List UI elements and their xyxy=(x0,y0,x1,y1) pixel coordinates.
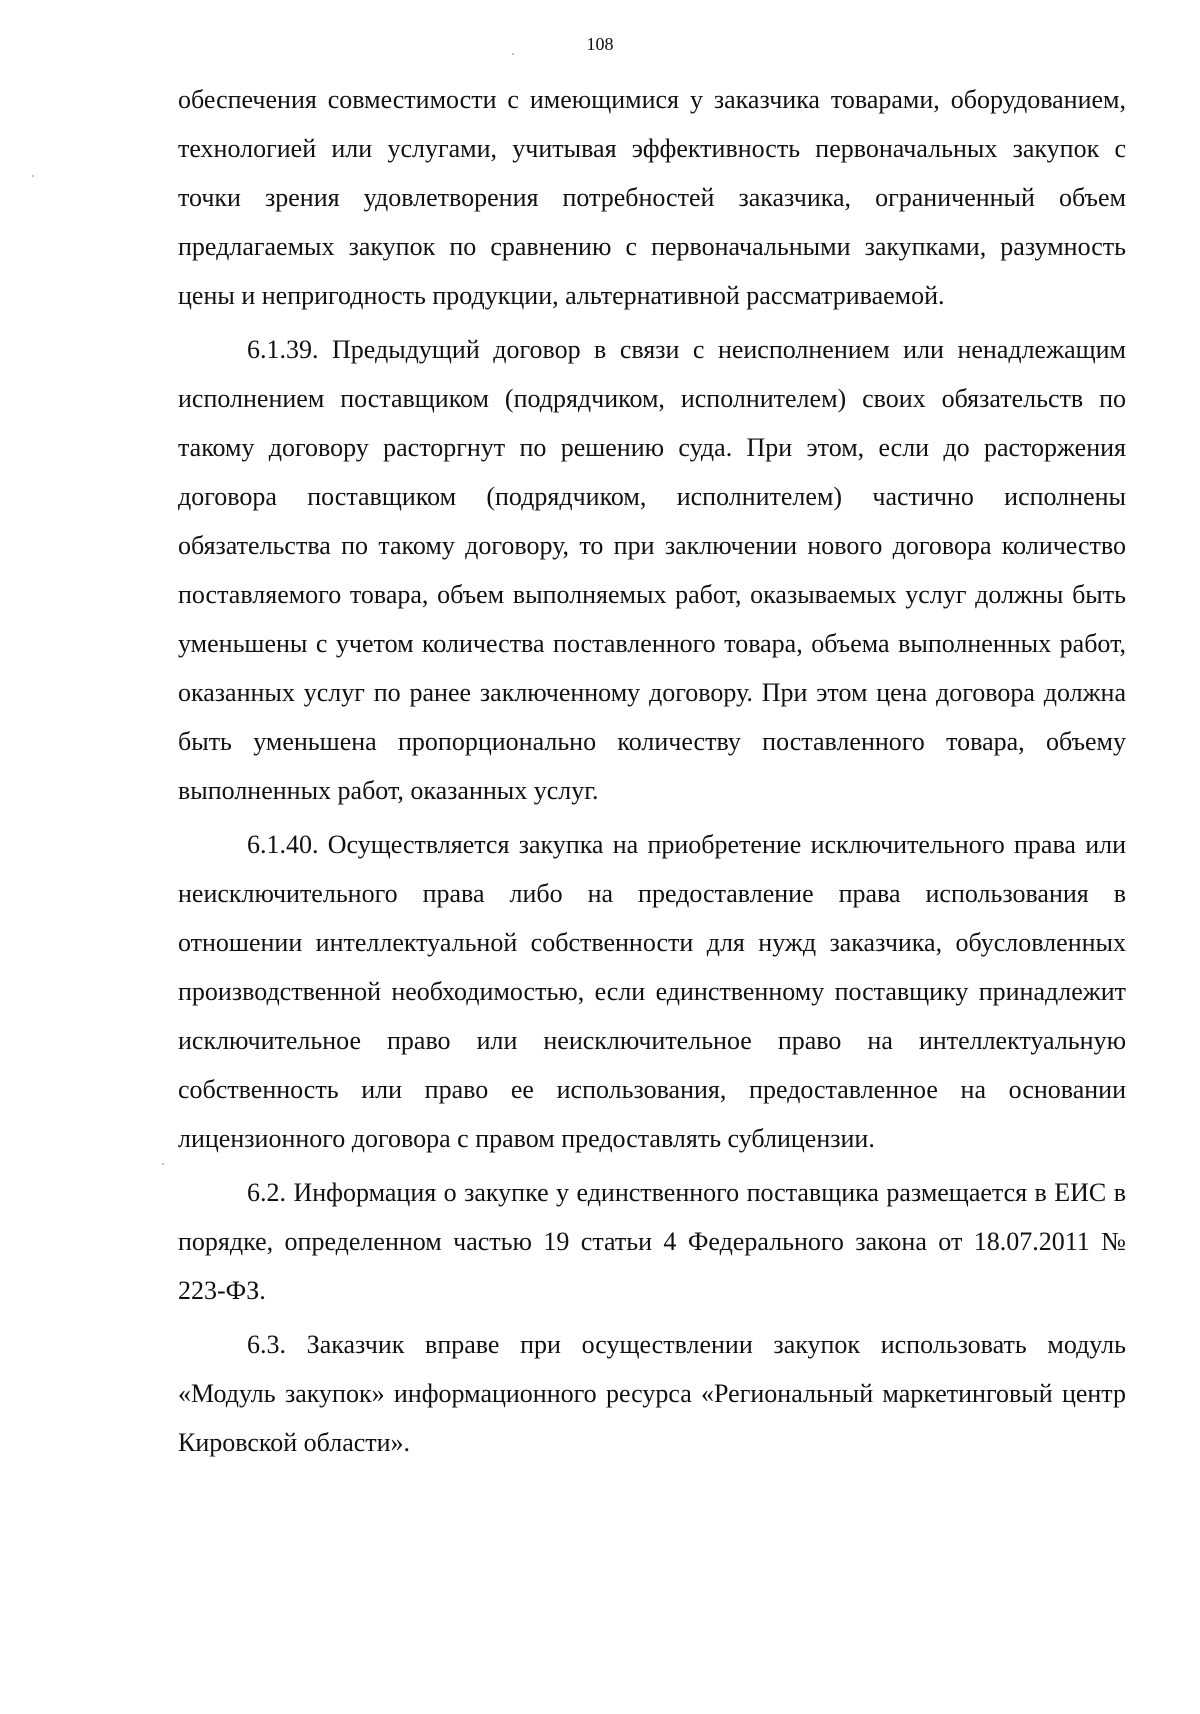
paragraph-6-1-39: 6.1.39. Предыдущий договор в связи с неисполнением или ненадлежащим исполнением поставщиком (подрядчиком, исполнителем) своих обязательств по такому договору расторгнут по решению суда. При этом, если до расторжения договора поставщиком (подрядчиком, исполнителем) частично исполнены обязательства по такому договору, то при заключении нового договора количество поставляемого товара, объем выполняемых работ, оказываемых услуг должны быть уменьшены с учетом количества поставленного товара, объема выполненных работ, оказанных услуг по ранее заключенному договору. При этом цена договора должна быть уменьшена пропорционально количеству поставленного товара, объему выполненных работ, оказанных услуг. xyxy=(178,335,1126,805)
paragraph-6-2: 6.2. Информация о закупке у единственного поставщика размещается в ЕИС в порядке, определенном частью 19 статьи 4 Федерального закона от 18.07.2011 № 223-ФЗ. xyxy=(178,1178,1126,1305)
paragraph-continuation: обеспечения совместимости с имеющимися у заказчика товарами, оборудованием, технологией или услугами, учитывая эффективность первоначальных закупок с точки зрения удовлетворения потребностей заказчика, ограниченный объем предлагаемых закупок по сравнению с первоначальными закупками, разумность цены и непригодность продукции, альтернативной рассматриваемой. xyxy=(178,85,1126,310)
paragraph-6-3: 6.3. Заказчик вправе при осуществлении закупок использовать модуль «Модуль закупок» информационного ресурса «Региональный маркетинговый центр Кировской области». xyxy=(178,1330,1126,1457)
page-number: 108 xyxy=(586,34,614,54)
paragraph-6-1-40: 6.1.40. Осуществляется закупка на приобретение исключительного права или неисключительного права либо на предоставление права использования в отношении интеллектуальной собственности для нужд заказчика, обусловленных производственной необходимостью, если единственному поставщику принадлежит исключительное право или неисключительное право на интеллектуальную собственность или право ее использования, предоставленное на основании лицензионного договора с правом предоставлять сублицензии. xyxy=(178,830,1126,1153)
scan-speck xyxy=(162,1163,164,1165)
document-body xyxy=(178,75,1126,1472)
scan-speck xyxy=(512,53,514,55)
scan-speck xyxy=(32,175,34,177)
